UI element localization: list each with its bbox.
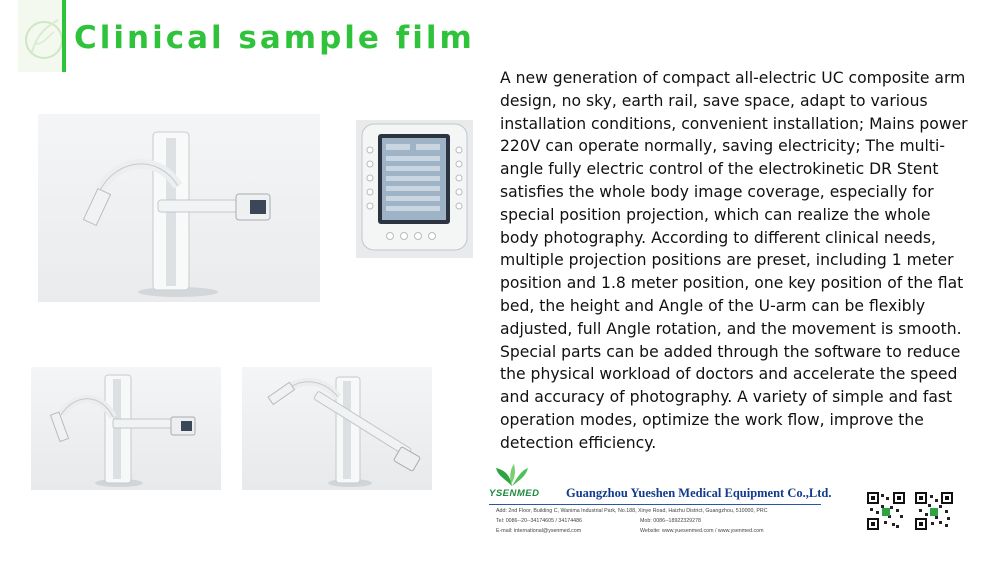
product-description: A new generation of compact all-electric UC composite arm design, no sky, earth rail, save space, adapt to various installation conditions, convenient installation; Mains power 220V can operate normally, saving electricity; The multi-angle fully electric control of the electrokinetic DR Stent satisfies the whole body image coverage, especially for special position projection, which can realize the whole body photography. According to different clinical needs, multiple projection positions are preset, including 1 meter position and 1.8 meter position, one key position of the flat bed, the height and Angle of the U-arm can be flexibly adjusted, full Angle rotation, and the movement is smooth. Special parts can be added through the software to reduce the physical workload of doctors and accelerate the speed and accuracy of photography. A variety of simple and fast operation modes, optimize the work flow, improve the detection efficiency. <box>500 69 968 452</box>
qr-code-icon <box>866 491 906 531</box>
dr-stent-photo-main <box>38 114 320 302</box>
dr-stent-photo-left <box>31 367 221 490</box>
control-panel-photo <box>356 120 473 258</box>
qr-code-icon <box>914 491 954 531</box>
dr-stent-photo-tilted <box>242 367 432 490</box>
ysenmed-logo-icon <box>494 462 530 488</box>
footer-divider <box>489 504 821 505</box>
page-title: Clinical sample film <box>74 20 475 56</box>
company-email: E-mail: international@ysenmed.com <box>496 528 582 534</box>
leaf-decoration-icon <box>18 0 66 72</box>
company-address: Add: 2nd Floor, Building C, Wanima Industrial Park, No.188, Xinye Road, Haizhu District, Guangzhou, 510000, PRC <box>496 508 768 514</box>
company-name: Guangzhou Yueshen Medical Equipment Co.,Ltd. <box>566 486 832 500</box>
company-tel: Tel: 0086--20--34174605 / 34174486 <box>496 518 582 524</box>
company-website: Website: www.yuesenmed.com / www.ysenmed.com <box>640 528 764 534</box>
brand-name: YSENMED <box>489 488 540 499</box>
company-mob: Mob: 0086--18922329278 <box>640 518 701 524</box>
